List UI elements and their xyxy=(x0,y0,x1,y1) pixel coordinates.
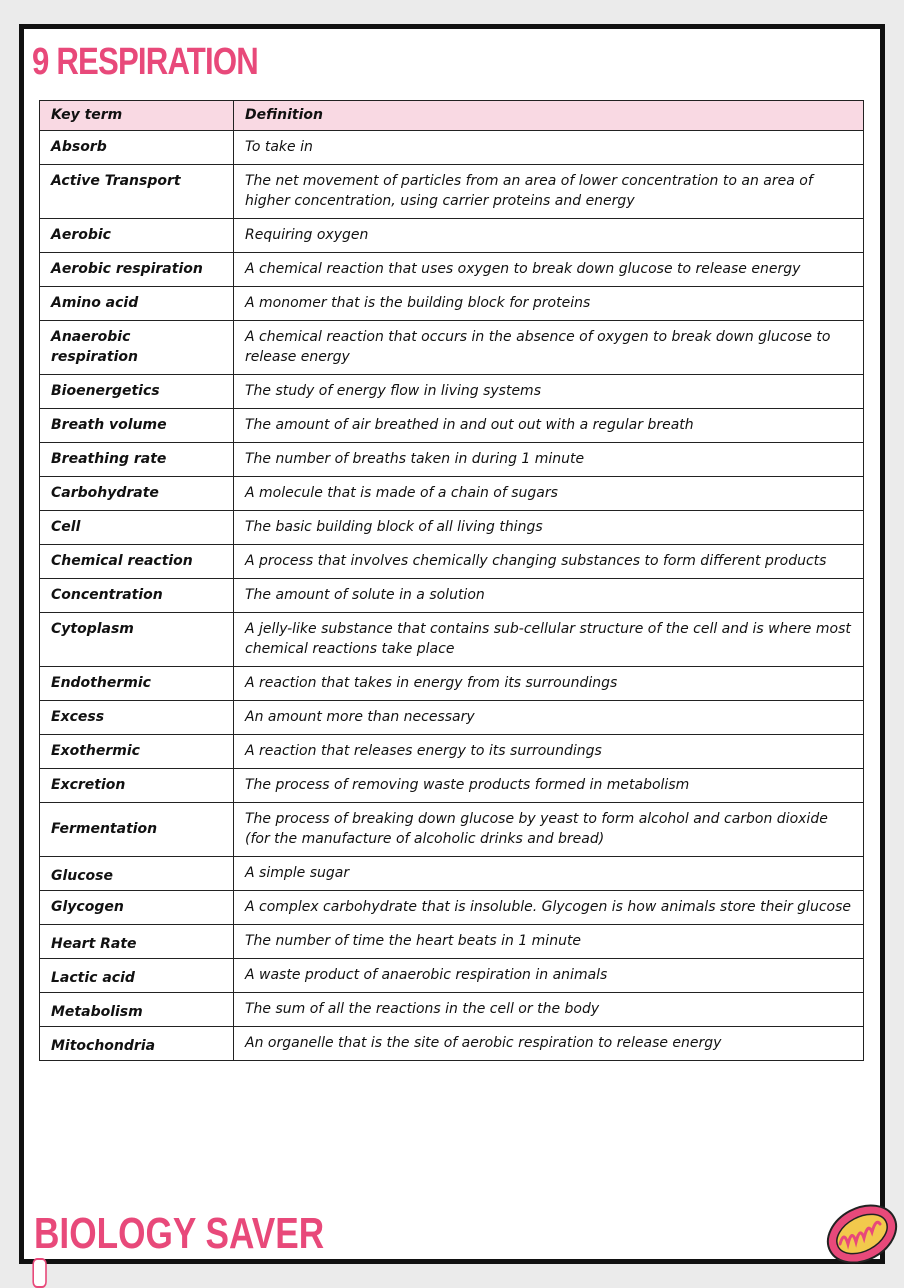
term-cell: Glucose xyxy=(40,857,234,891)
definition-cell: Requiring oxygen xyxy=(234,219,864,253)
term-cell: Metabolism xyxy=(40,993,234,1027)
term-cell: Absorb xyxy=(40,131,234,165)
term-cell: Anaerobic respiration xyxy=(40,321,234,375)
definition-cell: The number of time the heart beats in 1 minute xyxy=(234,925,864,959)
term-cell: Excretion xyxy=(40,769,234,803)
table-row xyxy=(40,219,864,253)
table-row xyxy=(40,287,864,321)
worksheet-page xyxy=(19,24,885,1264)
table-row xyxy=(40,477,864,511)
table-row xyxy=(40,803,864,857)
definition-cell: A process that involves chemically changing substances to form different products xyxy=(234,545,864,579)
term-cell: Aerobic respiration xyxy=(40,253,234,287)
definition-cell: An amount more than necessary xyxy=(234,701,864,735)
term-cell: Lactic acid xyxy=(40,959,234,993)
term-cell: Active Transport xyxy=(40,165,234,219)
definition-cell: The amount of air breathed in and out out with a regular breath xyxy=(234,409,864,443)
definition-cell: A complex carbohydrate that is insoluble. Glycogen is how animals store their glucose xyxy=(234,891,864,925)
term-cell: Aerobic xyxy=(40,219,234,253)
definition-cell: A waste product of anaerobic respiration in animals xyxy=(234,959,864,993)
table-row xyxy=(40,375,864,409)
table-row xyxy=(40,993,864,1027)
definition-cell: The basic building block of all living things xyxy=(234,511,864,545)
definition-cell: A chemical reaction that occurs in the absence of oxygen to break down glucose to release energy xyxy=(234,321,864,375)
mitochondria-icon xyxy=(822,1192,904,1270)
table-row xyxy=(40,857,864,891)
table-row xyxy=(40,443,864,477)
definition-cell: An organelle that is the site of aerobic respiration to release energy xyxy=(234,1027,864,1061)
table-row xyxy=(40,735,864,769)
definition-cell: A reaction that takes in energy from its surroundings xyxy=(234,667,864,701)
table-row xyxy=(40,253,864,287)
term-cell: Glycogen xyxy=(40,891,234,925)
term-cell: Excess xyxy=(40,701,234,735)
table-row xyxy=(40,165,864,219)
brand-logo xyxy=(34,1209,324,1259)
definition-cell: A reaction that releases energy to its surroundings xyxy=(234,735,864,769)
table-row xyxy=(40,579,864,613)
table-row xyxy=(40,959,864,993)
table-header-row xyxy=(40,101,864,131)
term-cell: Endothermic xyxy=(40,667,234,701)
term-cell: Exothermic xyxy=(40,735,234,769)
definition-cell: The net movement of particles from an area of lower concentration to an area of higher concentration, using carrier proteins and energy xyxy=(234,165,864,219)
term-cell: Amino acid xyxy=(40,287,234,321)
term-cell: Mitochondria xyxy=(40,1027,234,1061)
table-row xyxy=(40,131,864,165)
table-row xyxy=(40,891,864,925)
definition-cell: To take in xyxy=(234,131,864,165)
term-cell: Chemical reaction xyxy=(40,545,234,579)
table-row xyxy=(40,321,864,375)
term-cell: Fermentation xyxy=(40,803,234,857)
term-cell: Carbohydrate xyxy=(40,477,234,511)
definition-cell: A monomer that is the building block for proteins xyxy=(234,287,864,321)
header-definition: Definition xyxy=(234,101,864,131)
term-cell: Heart Rate xyxy=(40,925,234,959)
table-row xyxy=(40,925,864,959)
definition-cell: The process of breaking down glucose by yeast to form alcohol and carbon dioxide (for the manufacture of alcoholic drinks and bread) xyxy=(234,803,864,857)
definition-cell: A simple sugar xyxy=(234,857,864,891)
definition-cell: The amount of solute in a solution xyxy=(234,579,864,613)
term-cell: Concentration xyxy=(40,579,234,613)
definition-cell: The study of energy flow in living systems xyxy=(234,375,864,409)
definition-cell: The number of breaths taken in during 1 minute xyxy=(234,443,864,477)
table-row xyxy=(40,545,864,579)
term-cell: Breathing rate xyxy=(40,443,234,477)
term-cell: Cell xyxy=(40,511,234,545)
header-key-term: Key term xyxy=(40,101,234,131)
definition-cell: A jelly-like substance that contains sub-cellular structure of the cell and is where most chemical reactions take place xyxy=(234,613,864,667)
brand-name: BIOLOGY SAVER xyxy=(34,1209,325,1258)
table-row xyxy=(40,409,864,443)
page-title: 9 RESPIRATION xyxy=(32,41,258,83)
table-row xyxy=(40,1027,864,1061)
term-cell: Bioenergetics xyxy=(40,375,234,409)
definition-cell: The sum of all the reactions in the cell or the body xyxy=(234,993,864,1027)
table-row xyxy=(40,667,864,701)
definition-cell: A molecule that is made of a chain of sugars xyxy=(234,477,864,511)
key-terms-table xyxy=(39,100,864,1061)
definition-cell: A chemical reaction that uses oxygen to break down glucose to release energy xyxy=(234,253,864,287)
table-row xyxy=(40,701,864,735)
definition-cell: The process of removing waste products formed in metabolism xyxy=(234,769,864,803)
table-row xyxy=(40,613,864,667)
table-row xyxy=(40,511,864,545)
term-cell: Cytoplasm xyxy=(40,613,234,667)
table-row xyxy=(40,769,864,803)
term-cell: Breath volume xyxy=(40,409,234,443)
